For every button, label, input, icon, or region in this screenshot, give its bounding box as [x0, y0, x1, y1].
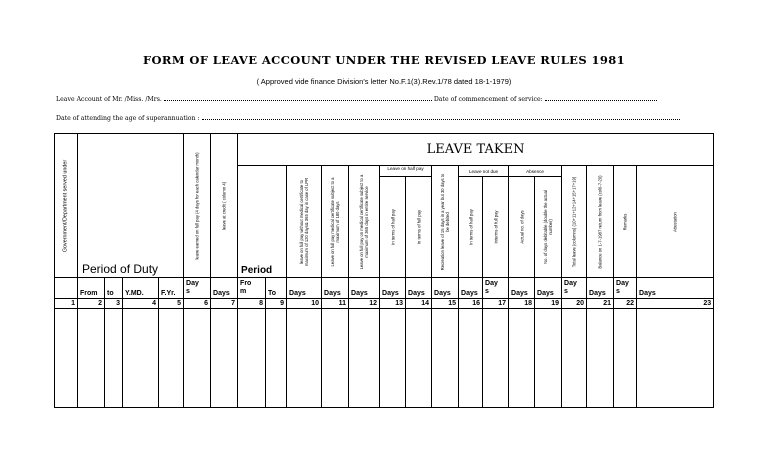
unit-days-19: Days — [535, 278, 562, 299]
col-num: 1 — [55, 299, 78, 309]
form-subtitle: ( Approved vide finance Division's letter No.F.1(3).Rev.1/78 dated 18-1-1979) — [256, 77, 512, 86]
period-header: Period — [238, 166, 287, 278]
col-num: 20 — [562, 299, 587, 309]
col-num: 13 — [380, 299, 406, 309]
col-num: 16 — [459, 299, 483, 309]
col-num: 9 — [266, 299, 287, 309]
govt-dept-header: Government/Department served under — [55, 134, 78, 278]
col-num: 6 — [184, 299, 211, 309]
unit-days-13: Days — [380, 278, 406, 299]
leave-full-pay-med-header: Leave on full pay on medical certificate subject to a maximum of 365 days in entire service — [349, 166, 380, 278]
col-num: 2 — [78, 299, 105, 309]
not-due-half-header: In terms of half pay — [459, 177, 483, 278]
leave-taken-header: LEAVE TAKEN — [238, 134, 714, 166]
unit-days-16: Days — [459, 278, 483, 299]
leave-earned-header: leave earned on full pay (4 days for each calendar month) — [184, 134, 211, 278]
recreation-header: Recreation leave of 15 days in a year but 30 days to be debited — [432, 166, 459, 278]
unit-to-9: To — [266, 278, 287, 299]
col-num: 22 — [614, 299, 637, 309]
col-num: 14 — [406, 299, 432, 309]
leave-account-line — [56, 96, 657, 103]
col-num: 8 — [238, 299, 266, 309]
col-num: 5 — [159, 299, 184, 309]
col-num: 18 — [509, 299, 535, 309]
col-num: 11 — [322, 299, 349, 309]
col-num: 10 — [287, 299, 322, 309]
attestation-header: Attestation — [637, 166, 714, 278]
unit-days-10: Days — [287, 278, 322, 299]
unit-days-23: Days — [637, 278, 714, 299]
unit-days-20: Day s — [562, 278, 587, 299]
col-num: 12 — [349, 299, 380, 309]
leave-account-label: Leave Account of Mr. /Miss. /Mrs. — [56, 96, 162, 103]
col-num: 15 — [432, 299, 459, 309]
unit-days-14: Days — [406, 278, 432, 299]
unit-days-12: Days — [349, 278, 380, 299]
col-num: 4 — [123, 299, 159, 309]
leave-half-pay-group-header: Leave on half pay — [380, 166, 432, 177]
period-of-duty-header: Period of Duty — [78, 134, 184, 278]
col-num: 3 — [105, 299, 123, 309]
form-title: FORM OF LEAVE ACCOUNT UNDER THE REVISED LEAVE RULES 1981 — [142, 53, 626, 67]
entry-row[interactable] — [55, 309, 714, 408]
superannuation-field[interactable] — [202, 115, 680, 120]
days-debitable-header: No. of days debitable (double the actual number) — [535, 177, 562, 278]
commencement-field[interactable] — [545, 96, 657, 101]
balance-header: Balance on 1-7-1987 return from leave (col6-7-20) — [587, 166, 614, 278]
unit-days-21: Days — [587, 278, 614, 299]
not-due-full-header: Interms of full pay — [483, 177, 509, 278]
unit-from-8: Fro m — [238, 278, 266, 299]
col-num: 23 — [637, 299, 714, 309]
commencement-label: Date of commencement of service: — [433, 96, 543, 103]
total-leave-header: Total leave (columns) (10+11+12+14+15+17+19) — [562, 166, 587, 278]
leave-credit-header: leave at credit ( column 4) — [211, 134, 238, 278]
col-num: 19 — [535, 299, 562, 309]
remarks-header: Remarks — [614, 166, 637, 278]
unit-days-22: Day s — [614, 278, 637, 299]
col-num: 17 — [483, 299, 509, 309]
leave-account-field[interactable] — [164, 96, 432, 101]
unit-days-6: Day s — [184, 278, 211, 299]
unit-fyr: F.Yr. — [159, 278, 184, 299]
absence-group-header: Absence — [509, 166, 562, 177]
unit-ymd: Y.MD. — [123, 278, 159, 299]
col-num: 21 — [587, 299, 614, 309]
unit-to: to — [105, 278, 123, 299]
unit-days-15: Days — [432, 278, 459, 299]
column-numbers-row — [55, 299, 714, 309]
unit-days-18: Days — [509, 278, 535, 299]
units-row — [55, 278, 714, 299]
unit-days-7: Days — [211, 278, 238, 299]
leave-not-due-group-header: Leave not due — [459, 166, 509, 177]
half-pay-terms-full-header: In terms of full pay — [406, 177, 432, 278]
superannuation-label: Date of attending the age of superannuation : — [56, 115, 200, 122]
half-pay-terms-half-header: In terms of half pay — [380, 177, 406, 278]
superannuation-line — [56, 115, 680, 122]
leave-full-pay-no-med-header: leave on full pay without medical certificate to maximum of 120 days& 365 day in case of LPR — [287, 166, 322, 278]
col-num: 7 — [211, 299, 238, 309]
leave-half-pay-med-header: Leave on full pay medical certificate subject to a maximum of 180 days — [322, 166, 349, 278]
unit-from: From — [78, 278, 105, 299]
leave-account-table — [54, 133, 714, 408]
actual-days-header: Actual no. of days — [509, 177, 535, 278]
unit-days-11: Days — [322, 278, 349, 299]
unit-days-17: Day s — [483, 278, 509, 299]
